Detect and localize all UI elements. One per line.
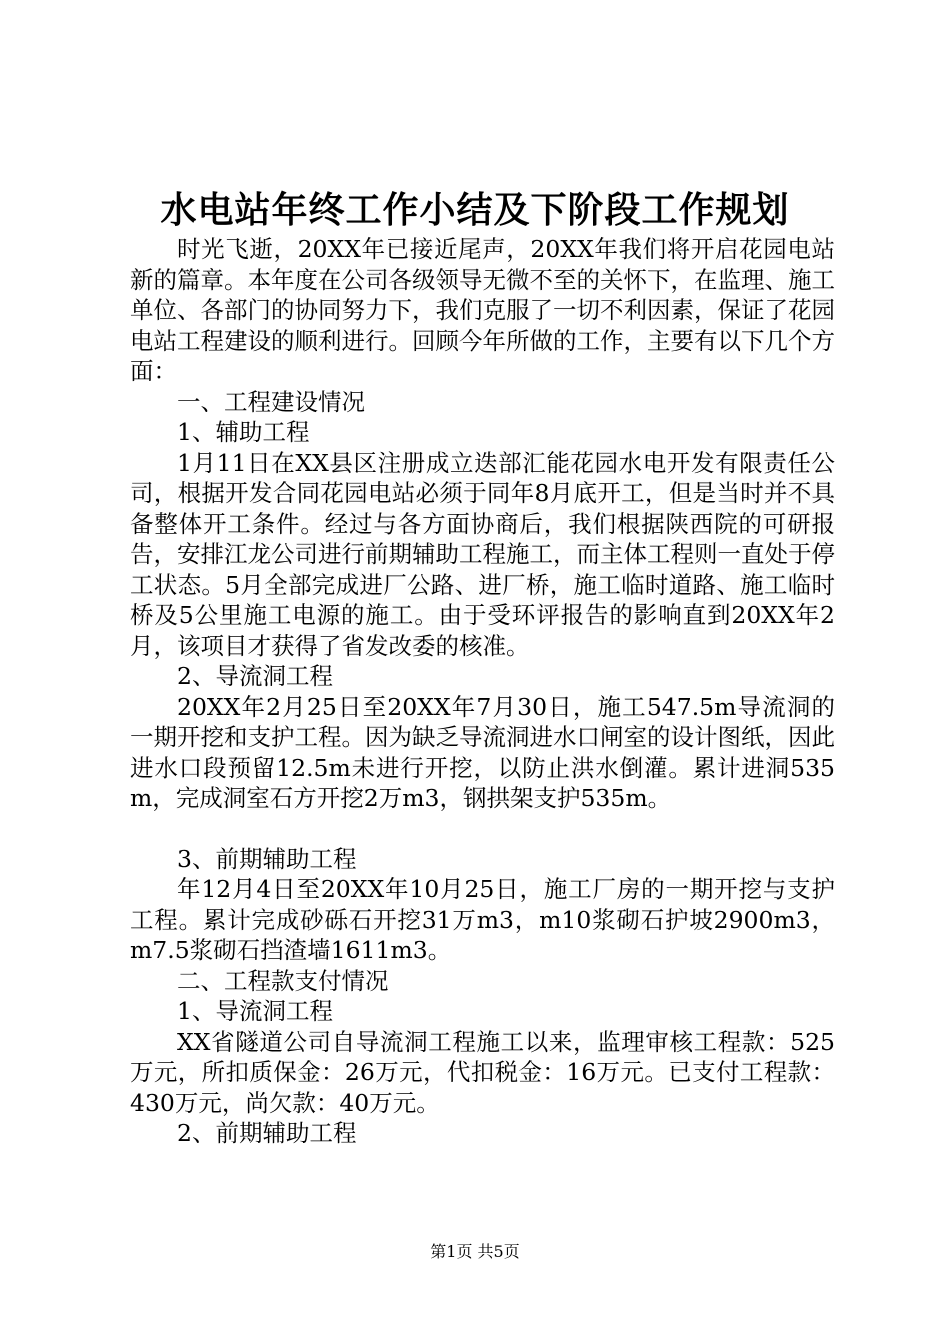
paragraph-early-auxiliary: 年12月4日至20XX年10月25日，施工厂房的一期开挖与支护工程。累计完成砂砾石开挖31万m3，m10浆砌石护坡2900m3，m7.5浆砌石挡渣墙1611m3。 xyxy=(130,875,835,964)
heading-section-2: 二、工程款支付情况 xyxy=(177,966,389,995)
page-number-footer: 第1页 共5页 xyxy=(430,1242,520,1261)
paragraph-spacer xyxy=(130,814,835,844)
heading-item-1-2: 2、导流洞工程 xyxy=(177,662,333,690)
heading-item-2-1: 1、导流洞工程 xyxy=(177,997,333,1025)
document-title: 水电站年终工作小结及下阶段工作规划 xyxy=(160,189,790,231)
heading-item-2-2: 2、前期辅助工程 xyxy=(177,1119,357,1147)
heading-section-1: 一、工程建设情况 xyxy=(177,387,365,416)
heading-item-1-3: 3、前期辅助工程 xyxy=(177,844,357,873)
paragraph-diversion-tunnel: 20XX年2月25日至20XX年7月30日，施工547.5m导流洞的一期开挖和支护工程。因为缺乏导流洞进水口闸室的设计图纸，因此进水口段预留12.5m未进行开挖，以防止洪水倒灌。累计进洞535m，完成洞室石方开挖2万m3，钢拱架支护535m。 xyxy=(130,692,835,812)
paragraph-auxiliary-works: 1月11日在XX县区注册成立迭部汇能花园水电开发有限责任公司，根据开发合同花园电站必须于同年8月底开工，但是当时并不具备整体开工条件。经过与各方面协商后，我们根据陕西院的可研报告，安排江龙公司进行前期辅助工程施工，而主体工程则一直处于停工状态。5月全部完成进厂公路、进厂桥，施工临时道路、施工临时桥及5公里施工电源的施工。由于受环评报告的影响直到20XX年2月，该项目才获得了省发改委的核准。 xyxy=(130,448,835,660)
paragraph-payment-tunnel: XX省隧道公司自导流洞工程施工以来，监理审核工程款：525万元，所扣质保金：26万元，代扣税金：16万元。已支付工程款：430万元，尚欠款：40万元。 xyxy=(130,1027,835,1117)
document-body xyxy=(130,234,835,1149)
paragraph-intro: 时光飞逝，20XX年已接近尾声，20XX年我们将开启花园电站新的篇章。本年度在公司各级领导无微不至的关怀下，在监理、施工单位、各部门的协同努力下，我们克服了一切不利因素，保证了花园电站工程建设的顺利进行。回顾今年所做的工作，主要有以下几个方面： xyxy=(130,235,835,385)
heading-item-1-1: 1、辅助工程 xyxy=(177,418,310,446)
